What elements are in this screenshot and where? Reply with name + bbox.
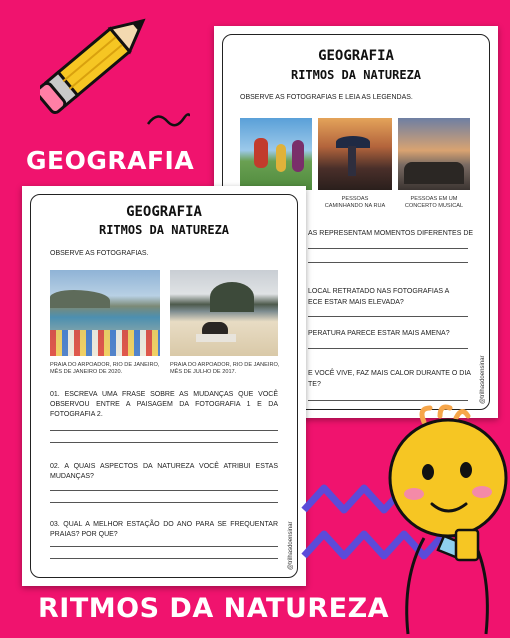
front-caption-2: PRAIA DO ARPOADOR, RIO DE JANEIRO, MÊS DE JULHO DE 2017. (170, 362, 280, 375)
back-question-fragment-2: LOCAL RETRATADO NAS FOTOGRAFIAS A (308, 288, 450, 295)
pencil-icon (40, 6, 190, 136)
front-question-3: 03. QUAL A MELHOR ESTAÇÃO DO ANO PARA SE FREQUENTAR PRAIAS? POR QUE? (50, 521, 278, 538)
front-photo-1 (50, 270, 160, 356)
front-subject: GEOGRAFIA (126, 204, 202, 220)
cartoon-kid-icon (384, 404, 508, 636)
answer-line (308, 400, 468, 401)
front-instruction: OBSERVE AS FOTOGRAFIAS. (50, 250, 149, 257)
back-subject: GEOGRAFIA (318, 48, 394, 64)
answer-line (308, 348, 468, 349)
back-caption-3: PESSOAS EM UM CONCERTO MUSICAL (404, 196, 464, 209)
answer-line (50, 558, 278, 559)
answer-line (308, 316, 468, 317)
front-title: RITMOS DA NATUREZA (98, 223, 230, 237)
top-banner-title: GEOGRAFIA (26, 146, 195, 175)
back-question-fragment-1: AS REPRESENTAM MOMENTOS DIFERENTES DE (308, 230, 474, 237)
front-question-2: 02. A QUAIS ASPECTOS DA NATUREZA VOCÊ ATRIBUI ESTAS MUDANÇAS? (50, 463, 278, 480)
answer-line (308, 262, 468, 263)
back-photo-1 (240, 118, 312, 190)
front-worksheet (22, 186, 306, 586)
back-photo-3 (398, 118, 470, 190)
back-watermark: @trilhasdoensinar (480, 355, 486, 404)
bottom-banner-title: RITMOS DA NATUREZA (38, 593, 390, 624)
answer-line (50, 430, 278, 431)
back-title: RITMOS DA NATUREZA (290, 68, 422, 82)
front-photo-2 (170, 270, 278, 356)
answer-line (50, 546, 278, 547)
front-caption-1: PRAIA DO ARPOADOR, RIO DE JANEIRO, MÊS DE JANEIRO DE 2020. (50, 362, 160, 375)
front-question-1: 01. ESCREVA UMA FRASE SOBRE AS MUDANÇAS QUE VOCÊ OBSERVOU ENTRE A PAISAGEM DA FOTOGRAFIA 1 E DA FOTOGRAFIA 2. (50, 391, 278, 418)
front-watermark: @trilhasdoensinar (288, 521, 294, 570)
answer-line (50, 490, 278, 491)
answer-line (308, 248, 468, 249)
back-question-fragment-4: PERATURA PARECE ESTAR MAIS AMENA? (308, 330, 450, 337)
back-photo-2 (318, 118, 392, 190)
back-question-fragment-5: E VOCÊ VIVE, FAZ MAIS CALOR DURANTE O DIA (308, 370, 471, 377)
answer-line (50, 442, 278, 443)
back-caption-2: PESSOAS CAMINHANDO NA RUA (324, 196, 386, 209)
answer-line (50, 502, 278, 503)
back-question-fragment-3: ECE ESTAR MAIS ELEVADA? (308, 299, 404, 306)
back-instruction: OBSERVE AS FOTOGRAFIAS E LEIA AS LEGENDAS. (240, 94, 413, 101)
back-question-fragment-6: TE? (308, 381, 321, 388)
